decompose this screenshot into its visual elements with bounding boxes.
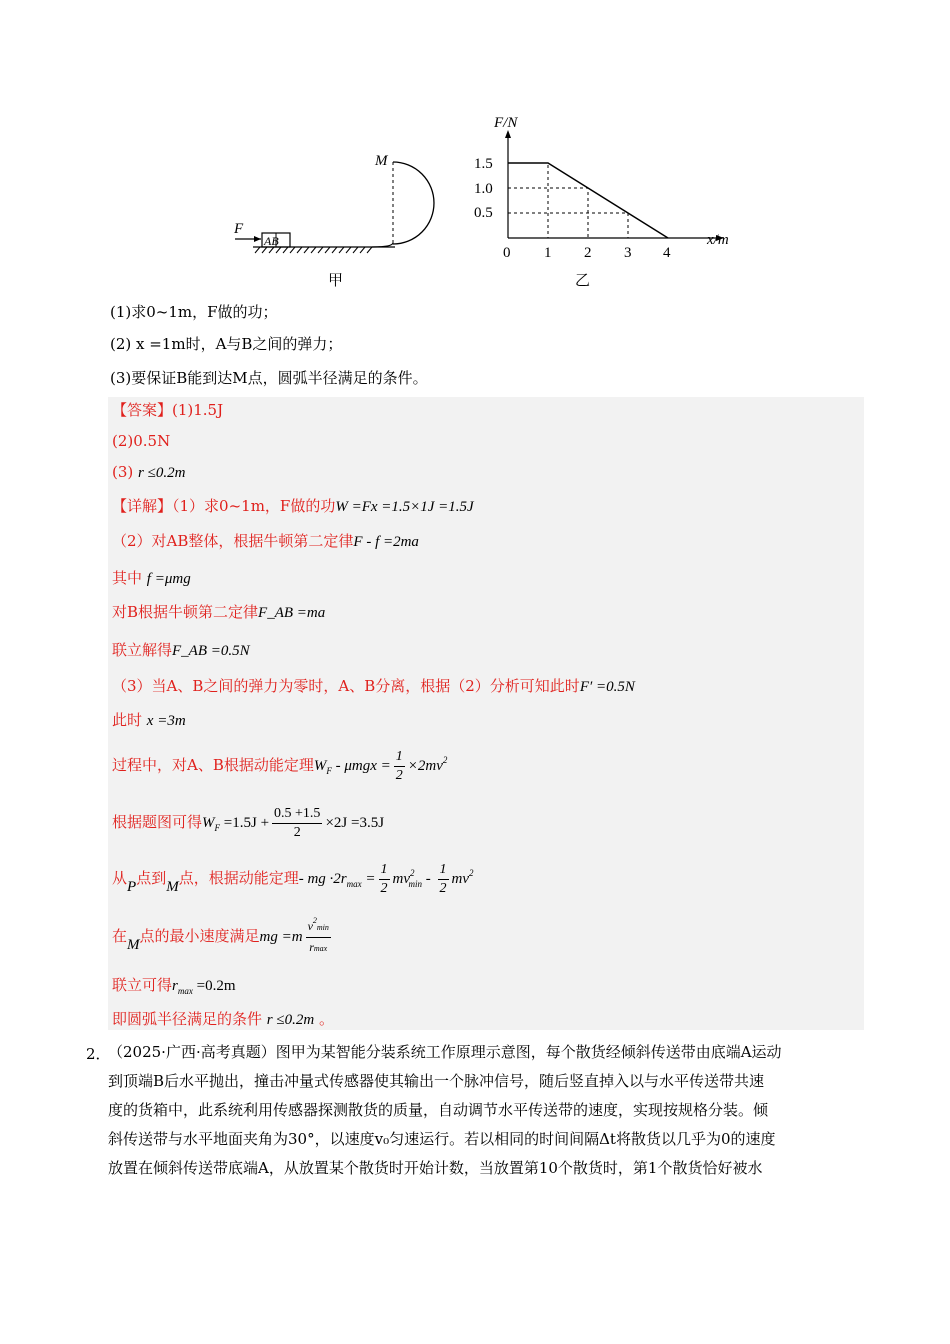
problem-2-line-1: （2025·广西·高考真题）图甲为某智能分装系统工作原理示意图，每个散货经倾斜传送带由底端A运动 [108, 1043, 782, 1061]
xtick-4: 4 [663, 245, 671, 261]
problem-2-line-4: 斜传送带与水平地面夹角为30°，以速度v₀匀速运行。若以相同的时间间隔Δt将散货以几乎为0的速度 [108, 1130, 776, 1148]
detail-9: 根据题图可得$W_F =1.5J$ + $\frac{0.5 +1.5}{2}$ ×2J =3.5J [112, 806, 385, 841]
ytick-1.0: 1.0 [474, 181, 493, 197]
caption-jia: 甲 [328, 271, 344, 289]
ytick-1.5: 1.5 [474, 156, 493, 172]
diagram-jia [233, 153, 434, 289]
figure [0, 0, 950, 300]
detail-2: （2）对AB整体，根据牛顿第二定律F - f =2ma [112, 532, 419, 550]
answer-3: (3) r ≤0.2m [112, 463, 186, 481]
detail-5: 联立解得F_AB =0.5N [112, 641, 250, 659]
axis-y-label: F/N [494, 115, 518, 131]
problem-2-line-3: 度的货箱中，此系统利用传感器探测散货的质量，自动调节水平传送带的速度，实现按规格分装。倾 [108, 1101, 769, 1119]
detail-8: 过程中，对A、B根据动能定理$W_F$ - μmgx = $\frac{1}{2}$ $\times 2mv^2$ [112, 749, 448, 784]
detail-11: 在M点的最小速度满足mg =m $\frac{v^2\min}{rmax}$ [112, 916, 329, 955]
xtick-3: 3 [624, 245, 632, 261]
detail-10: 从P点到M点，根据动能定理- mg $\cdot 2r_{max}$ = $\frac{1}{2}$ $mv^2_{min}$ - $\frac{1}{2}$ $mv^2$ [112, 862, 474, 897]
ytick-0.5: 0.5 [474, 205, 493, 221]
guide-line-2 [508, 213, 628, 238]
guide-line-0 [508, 163, 548, 238]
detail-6: （3）当A、B之间的弹力为零时，A、B分离，根据（2）分析可知此时F′ =0.5N [112, 677, 635, 695]
label-AB: AB [264, 234, 279, 248]
graph-yi [474, 115, 729, 289]
detail-4: 对B根据牛顿第二定律F_AB =ma [112, 603, 326, 621]
xtick-0: 0 [503, 245, 511, 261]
problem-2-line-5: 放置在倾斜传送带底端A，从放置某个散货时开始计数，当放置第10个散货时，第1个散货恰好被水 [108, 1159, 763, 1177]
question-3: (3)要保证B能到达M点，圆弧半径满足的条件。 [110, 369, 428, 387]
answer-3-math: r ≤0.2m [138, 465, 186, 481]
question-2: (2) x =1m时，A与B之间的弹力； [110, 335, 343, 353]
problem-2-line-2: 到顶端B后水平抛出，撞击冲量式传感器使其输出一个脉冲信号，随后竖直掉入以与水平传送带共速 [108, 1072, 765, 1090]
question-1: (1)求0~1m，F做的功； [110, 303, 278, 321]
axis-x-label: x/m [707, 232, 729, 248]
answer-2: (2)0.5N [112, 432, 171, 450]
detail-12: 联立可得$r_{max} =0.2m$ [112, 976, 236, 996]
detail-3: 其中 f =μmg [112, 569, 191, 587]
detail-7: 此时 x =3m [112, 711, 186, 729]
label-F: F [234, 221, 244, 237]
xtick-1: 1 [544, 245, 552, 261]
caption-yi: 乙 [575, 271, 591, 289]
answer-1: 【答案】(1)1.5J [112, 401, 224, 419]
xtick-2: 2 [584, 245, 592, 261]
label-M: M [375, 153, 388, 169]
problem-2-text [108, 1038, 868, 1183]
detail-13: 即圆弧半径满足的条件 r ≤0.2m 。 [112, 1010, 334, 1028]
detail-1: 【详解】（1）求0~1m，F做的功W =Fx =1.5×1J =1.5J [112, 497, 474, 515]
problem-2-number: 2． [86, 1045, 111, 1063]
